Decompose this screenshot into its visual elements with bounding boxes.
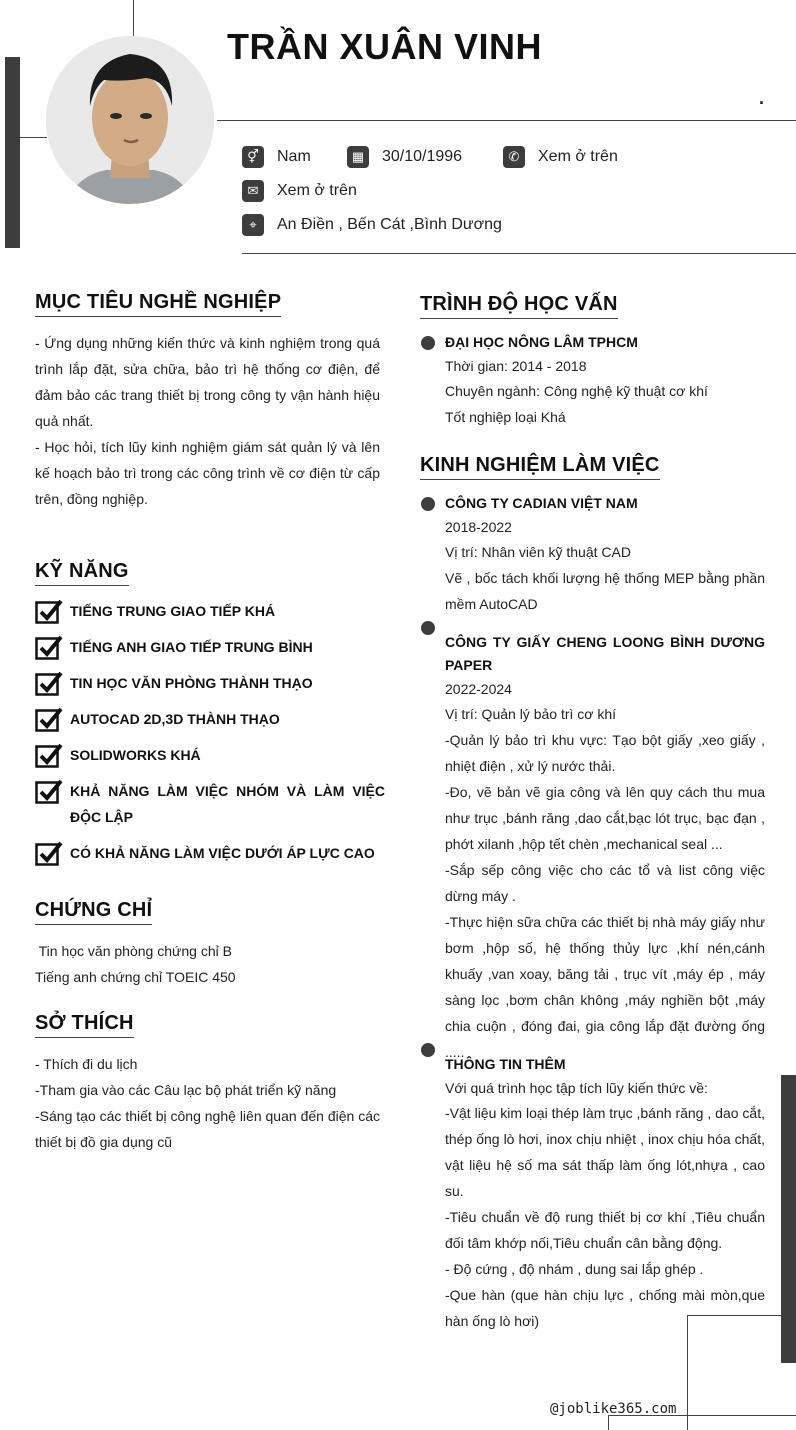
gender-icon: ⚥ [242,146,264,168]
additional-item: -Vật liệu kim loại thép làm trục ,bánh răng , dao cắt, thép ống lò hơi, inox chịu nhiệt , inox chịu hóa chất, vật liệu hệ số ma sát thấp làm ống lót,nhựa , cao su. [445,1105,765,1199]
checkbox-checked-icon [35,634,63,660]
checkbox-checked-icon [35,598,63,624]
skill-label: KHẢ NĂNG LÀM VIỆC NHÓM VÀ LÀM VIỆC ĐỘC LẬP [70,783,385,825]
skill-label: AUTOCAD 2D,3D THÀNH THẠO [70,711,280,727]
additional-item: -Tiêu chuẩn về độ rung thiết bị cơ khí ,Tiêu chuẩn đối tâm khớp nối,Tiêu chuẩn cân bằng động. [445,1209,765,1251]
job-detail: -Thực hiện sữa chữa các thiết bị nhà máy giấy như bơm ,hộp số, hệ thống thủy lực ,khí nén,cánh khuấy ,van xoay, băng tải , trục vít ,máy ép , máy sàng lọc ,bơm chân không ,máy nghiền bột ,máy chia cuộn , đóng đai, gia công lắp đặt đường ống ..... [445,914,765,1060]
timeline-bullet [421,336,435,350]
certificate-item: Tin học văn phòng chứng chỉ B [35,943,232,959]
checkbox-checked-icon [35,670,63,696]
timeline-bullet [421,621,435,635]
job-detail: Vẽ , bốc tách khối lượng hệ thống MEP bằng phần mềm AutoCAD [445,570,765,612]
gender-value: Nam [277,148,311,165]
phone-value: Xem ở trên [538,148,618,165]
hobby-item: -Tham gia vào các Câu lạc bộ phát triển kỹ năng [35,1082,337,1098]
experience-title: KINH NGHIỆM LÀM VIỆC [420,454,660,480]
job-period: 2018-2022 [445,519,512,535]
objective-line-1: - Ứng dụng những kiến thức và kinh nghiệm trong quá trình lắp đặt, sửa chữa, bảo trì hệ thống cơ điện, để đảm bảo các trang thiết bị trong công ty vận hành hiệu quả nhất. [35,335,380,429]
timeline-bullet [421,1043,435,1057]
skill-item [35,742,385,768]
full-name: TRẦN XUÂN VINH [227,26,543,67]
avatar [46,36,214,204]
skill-item [35,840,385,866]
left-accent-bar [5,57,20,248]
skill-label: SOLIDWORKS KHÁ [70,747,201,763]
address-value: An Điền , Bến Cát ,Bình Dương [277,216,502,233]
location-icon: ⌖ [242,214,264,236]
skill-item [35,634,385,660]
header-divider-top [217,120,796,121]
left-horizontal-line [20,137,47,138]
skill-item [35,778,385,830]
checkbox-checked-icon [35,742,63,768]
dob-value: 30/10/1996 [382,148,463,165]
additional-intro: Với quá trình học tập tích lũy kiến thức về: [445,1080,708,1096]
checkbox-checked-icon [35,778,63,804]
skills-title: KỸ NĂNG [35,560,129,586]
dob-row [347,146,462,168]
job-detail: -Quản lý bảo trì khu vực: Tạo bột giấy ,xeo giấy , nhiệt điện , xử lý nước thải. [445,732,765,774]
skill-label: TIẾNG ANH GIAO TIẾP TRUNG BÌNH [70,639,313,655]
certificates-title: CHỨNG CHỈ [35,899,152,925]
job-position: Vị trí: Quản lý bảo trì cơ khí [445,706,617,722]
skill-label: TIẾNG TRUNG GIAO TIẾP KHÁ [70,603,276,619]
header-mark: . [759,88,765,108]
timeline-bullet [421,497,435,511]
job-detail: -Đo, vẽ bản vẽ gia công và lên quy cách thu mua như trục ,bánh răng ,dao cắt,bạc lót trục, bạc đạn , phớt xilanh ,hộp tết chèn ,mechanical seal ... [445,784,765,852]
objective-line-2: - Học hỏi, tích lũy kinh nghiệm giám sát quản lý và lên kế hoạch bảo trì trong các công trình về cơ điện từ cấp trên, đồng nghiệp. [35,439,380,507]
school-name: ĐẠI HỌC NÔNG LÂM TPHCM [445,334,638,350]
company-name: CÔNG TY GIẤY CHENG LOONG BÌNH DƯƠNG PAPER [445,634,765,673]
company-name: CÔNG TY CADIAN VIỆT NAM [445,495,638,511]
phone-icon: ✆ [503,146,525,168]
top-vertical-line [133,0,134,36]
hobby-item: - Thích đi du lịch [35,1056,138,1072]
mail-icon: ✉ [242,180,264,202]
email-row [242,180,357,202]
job-position: Vị trí: Nhân viên kỹ thuật CAD [445,544,631,560]
skill-item [35,598,385,624]
education-grade: Tốt nghiệp loại Khá [445,409,566,425]
gender-row [242,146,311,168]
checkbox-checked-icon [35,706,63,732]
header-divider-bottom [242,253,796,254]
objective-title: MỤC TIÊU NGHỀ NGHIỆP [35,291,281,317]
education-time: Thời gian: 2014 - 2018 [445,358,587,374]
checkbox-checked-icon [35,840,63,866]
hobby-item: -Sáng tạo các thiết bị công nghệ liên quan đến điện các thiết bị đồ gia dụng cũ [35,1108,380,1150]
education-major: Chuyên ngành: Công nghệ kỹ thuật cơ khí [445,383,708,399]
email-value: Xem ở trên [277,182,357,199]
additional-title: THÔNG TIN THÊM [445,1056,566,1072]
job-period: 2022-2024 [445,681,512,697]
phone-row [503,146,618,168]
skill-item [35,706,385,732]
additional-item: -Que hàn (que hàn chịu lực , chống mài mòn,que hàn ống lò hơi) [445,1287,765,1329]
skill-label: TIN HỌC VĂN PHÒNG THÀNH THẠO [70,675,313,691]
footer-line-v [608,1415,609,1430]
additional-item: - Độ cứng , độ nhám , dung sai lắp ghép . [445,1261,704,1277]
address-row [242,214,502,236]
education-title: TRÌNH ĐỘ HỌC VẤN [420,293,618,319]
hobbies-title: SỞ THÍCH [35,1012,134,1038]
skill-label: CÓ KHẢ NĂNG LÀM VIỆC DƯỚI ÁP LỰC CAO [70,845,375,861]
skill-item [35,670,385,696]
profile-photo [46,36,214,204]
footer-watermark: @joblike365.com [550,1401,677,1417]
calendar-icon: ▦ [347,146,369,168]
job-detail: -Sắp sếp công việc cho các tổ và list công việc dừng máy . [445,862,765,904]
certificate-item: Tiếng anh chứng chỉ TOEIC 450 [35,969,236,985]
right-accent-bar [781,1075,796,1363]
